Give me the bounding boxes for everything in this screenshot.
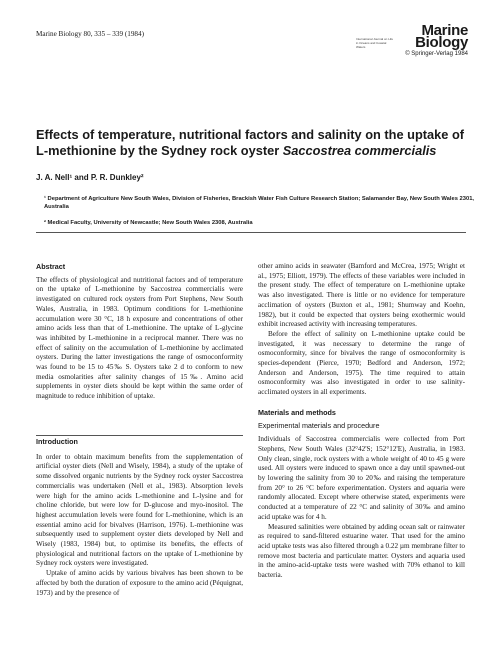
- methods-heading: Materials and methods: [258, 407, 336, 417]
- introduction-section: [36, 437, 243, 598]
- affiliation-2: [36, 219, 476, 227]
- introduction-paragraph-1: In order to obtain maximum benefits from the supplementation of artificial oyster diets (Nell and Wisely, 1984), a study of the uptake of some dissolved organic nutrients by the Sydney rock oyster Saccostrea commercialis was undertaken (Nell et al., 1983). Absorption levels were high for the amino acids L-methionine and L-lysine and for choline chloride, but were low for D-glucose and myo-inositol. The highest accumulation levels were found for L-methionine, which is an essential amino acid for bivalves (Harrison, 1976). L-methionine was subsequently used to supplement oyster diets developed by Nell and Wisely (1983, 1984) but, to optimise its benefits, the effects of physiological and nutritional factors on the uptake of L-methionine by Sydney rock oysters were investigated.: [36, 452, 243, 568]
- right-column: [258, 262, 465, 581]
- abstract-section: [36, 262, 243, 402]
- methods-paragraph-1: Individuals of Saccostrea commercialis were collected from Port Stephens, New South Wales (32°42'S; 152°12'E), Australia, in 1983. Only clean, single, rock oysters with a whole weight of 40 to 45 g were used. All oysters were induced to spawn once a day until spawned-out by lowering the salinity from 30 to 20‰ and raising the temperature from 20° to 26 °C before experimentation. Oysters and aquaria were randomly allocated. Except where otherwise stated, experiments were conducted at a temperature of 22 °C and salinity of 30‰ and amino acid uptake was for 4 h.: [258, 435, 465, 521]
- introduction-heading: Introduction: [36, 437, 78, 446]
- abstract-text: The effects of physiological and nutritional factors and of temperature on the uptake of L-methionine by Saccostrea commercialis were investigated on cultured rock oysters from Port Stephens, New South Wales, Australia, in 1983. Optimum conditions for L-methionine accumulation were 30 °C, 18 h exposure and concentrations of other amino acids less than that of L-methionine. The uptake of L-glycine was inhibited by L-methionine in a reciprocal manner. There was no effect of salinity on the accumulation of L-methionine by acclimated oysters. During the latter investigations the range of osmoconformity was found to be 15 to 45‰ S. Oysters take 2 d to conform to new media osmolarities after salinity changes of 15‰. Amino acid supplements in oyster diets should be kept within the same order of magnitude to reduce inhibition of uptake.: [36, 275, 243, 401]
- methods-subheading: Experimental materials and procedure: [258, 420, 380, 430]
- affiliation-1: [36, 195, 476, 211]
- logo-small-text: International Journal on Life in Oceans and Coastal Waters: [356, 37, 394, 49]
- copyright: © Springer-Verlag 1984: [405, 51, 468, 57]
- title-main: Effects of temperature, nutritional factors and salinity on the uptake of L-methionine by the Sydney rock oyster: [36, 127, 465, 158]
- paper-title: [36, 127, 466, 159]
- methods-paragraph-2: Measured salinities were obtained by adding ocean salt or rainwater as required to sand-filtered estuarine water. That used for the amino acid uptake tests was also filtered through a 0.22 µm membrane filter to remove most bacteria and particulate matter. Oysters and aquaria used in the amino-acid-uptake tests were washed with 70% ethanol to kill bacteria.: [258, 522, 465, 580]
- title-species: Saccostrea commercialis: [282, 143, 437, 158]
- logo-line-1: Marine: [421, 22, 468, 39]
- affiliation-1-text: ¹ Department of Agriculture New South Wales, Division of Fisheries, Brackish Water Fish Culture Research Station; Salamander Bay, New South Wales 2301, Australia: [44, 196, 475, 210]
- right-paragraph-2: Before the effect of salinity on L-methionine uptake could be investigated, it was necessary to determine the range of osmoconformity, since for bivalves the range of osmoconformity is species-dependent (Pierce, 1970; Bedford and Anderson, 1972; Anderson and Anderson, 1975). The time required to attain osmoconformity was also investigated in order to use salinity-acclimated oysters in all experiments.: [258, 329, 465, 397]
- right-paragraph-1: other amino acids in seawater (Bamford and McCrea, 1975; Wright et al., 1975; Elliott, 1979). The effects of these variables were included in the present study. The effect of temperature on L-methionine uptake was also investigated. There is little or no evidence for temperature acclimation of oysters (Buxton et al., 1981; Shumway and Koehn, 1982), but it could be expected that oysters being exothermic would exhibit increased activity with increasing temperatures.: [258, 262, 465, 329]
- divider-abstract: [36, 435, 243, 436]
- authors: J. A. Nell¹ and P. R. Dunkley²: [36, 173, 144, 182]
- abstract-heading: Abstract: [36, 262, 66, 271]
- logo-line-2: Biology: [415, 34, 468, 51]
- introduction-paragraph-2: Uptake of amino acids by various bivalves has been shown to be affected by both the duration of exposure to the amino acid (Péquignat, 1973) and by the presence of: [36, 569, 243, 597]
- journal-logo: [318, 22, 468, 57]
- affiliation-2-text: ² Medical Faculty, University of Newcastle; New South Wales 2308, Australia: [44, 220, 253, 226]
- divider-top: [36, 232, 466, 233]
- journal-citation: Marine Biology 80, 335 – 339 (1984): [36, 30, 145, 38]
